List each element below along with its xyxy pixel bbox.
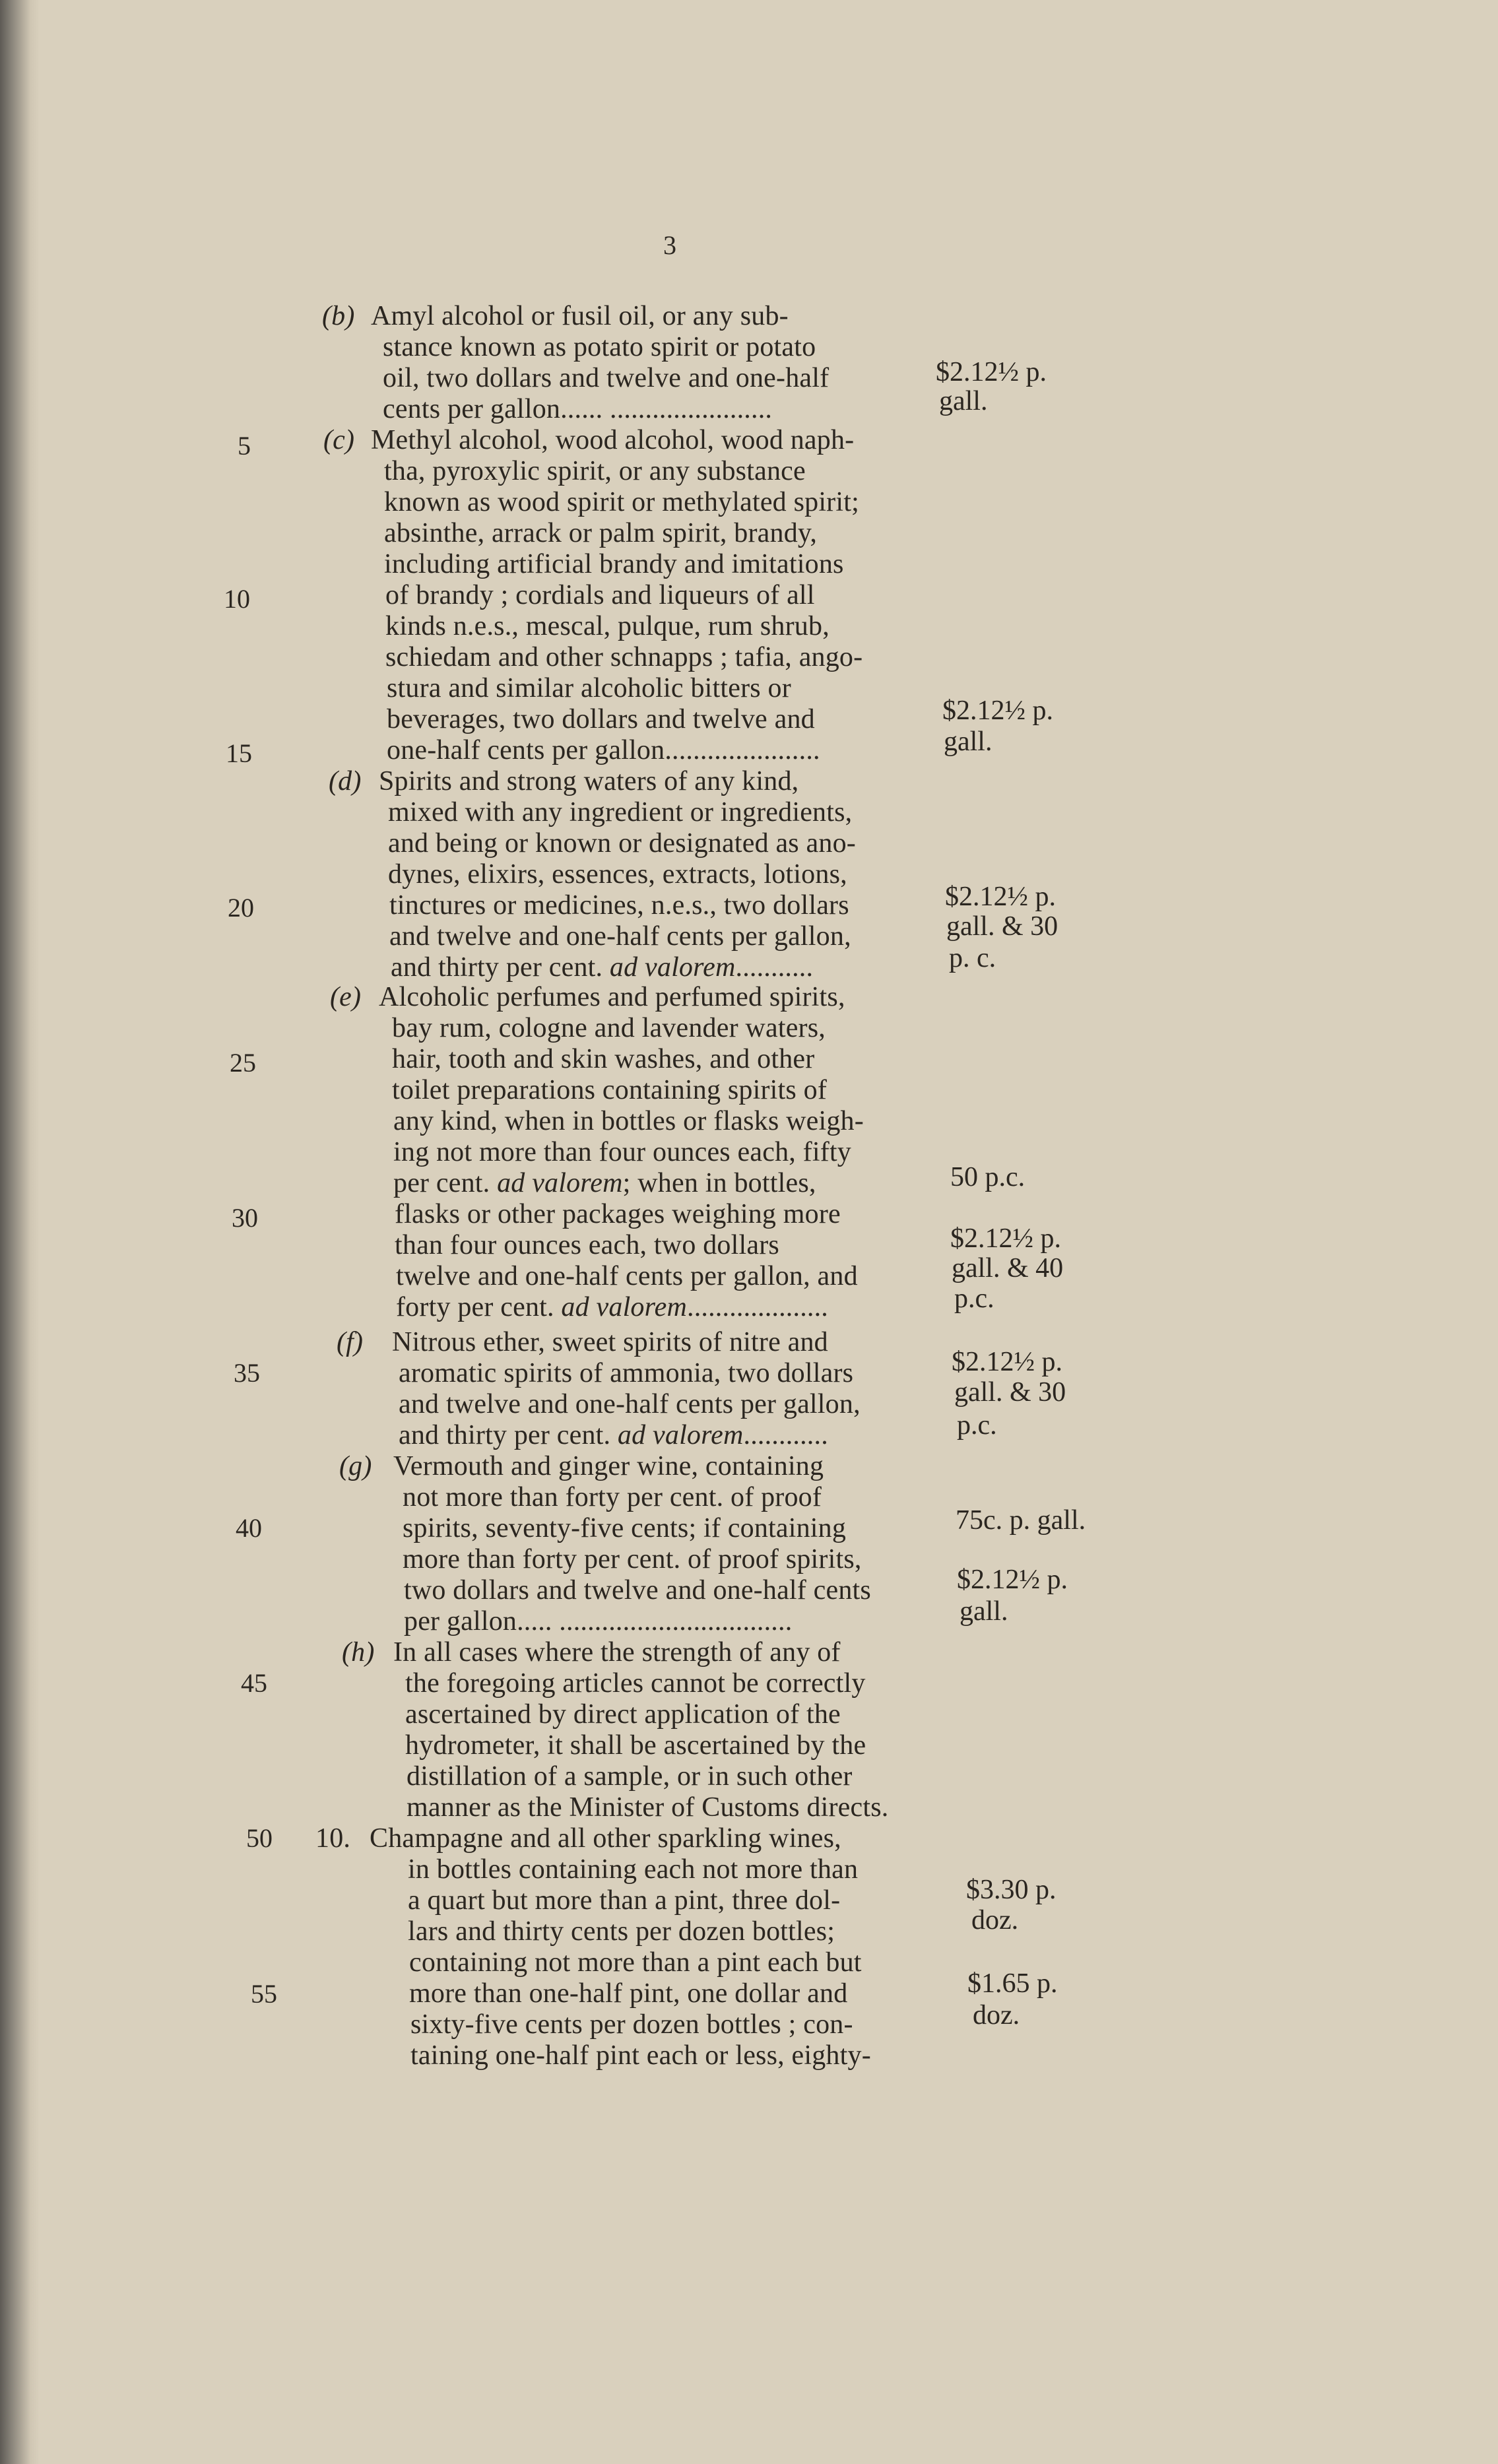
text-line: and twelve and one-half cents per gallon, [399, 1389, 861, 1419]
item-label: (b) [322, 301, 355, 331]
duty-rate: 75c. p. gall. [956, 1505, 1086, 1536]
duty-rate: 50 p.c. [950, 1162, 1026, 1192]
item-label: (c) [323, 425, 355, 455]
duty-rate: $2.12½ p. [952, 1347, 1062, 1377]
line-number: 5 [238, 431, 251, 461]
item-label: (h) [342, 1637, 375, 1668]
line-number: 55 [251, 1979, 277, 2009]
page-binding-edge [0, 0, 40, 2464]
text-line: taining one-half pint each or less, eighty- [410, 2040, 871, 2071]
text-line: mixed with any ingredient or ingredients, [388, 797, 853, 827]
line-number: 20 [228, 893, 254, 923]
text-line: known as wood spirit or methylated spirit; [384, 487, 859, 517]
page-number: 3 [663, 230, 676, 260]
duty-rate: gall. & 40 [952, 1253, 1064, 1283]
line-number: 50 [246, 1823, 273, 1853]
duty-rate: gall. [960, 1596, 1008, 1627]
text-line: ing not more than four ounces each, fifty [393, 1137, 851, 1167]
text-line: including artificial brandy and imitations [384, 549, 844, 579]
duty-rate: $2.12½ p. [950, 1223, 1061, 1254]
text-line: Champagne and all other sparkling wines, [370, 1823, 841, 1854]
text-line: Methyl alcohol, wood alcohol, wood naph- [371, 425, 855, 455]
text-line: bay rum, cologne and lavender waters, [392, 1013, 826, 1043]
duty-rate: $3.30 p. [966, 1875, 1057, 1905]
text-line: twelve and one-half cents per gallon, and [396, 1261, 858, 1291]
text-line: Spirits and strong waters of any kind, [379, 766, 799, 796]
text-line: manner as the Minister of Customs directs. [407, 1792, 889, 1823]
text-line: containing not more than a pint each but [409, 1947, 862, 1978]
text-line: toilet preparations containing spirits of [392, 1075, 828, 1105]
text-line: hair, tooth and skin washes, and other [392, 1044, 815, 1074]
text-line: hydrometer, it shall be ascertained by the [405, 1730, 866, 1761]
duty-rate: doz. [973, 2000, 1020, 2030]
text-line: stura and similar alcoholic bitters or [387, 673, 791, 703]
duty-rate: p.c. [957, 1410, 997, 1441]
duty-rate: $2.12½ p. [942, 696, 1053, 726]
text-line: aromatic spirits of ammonia, two dollars [399, 1358, 854, 1388]
duty-rate: $2.12½ p. [936, 357, 1047, 387]
text-line: per gallon..... ................................. [404, 1606, 793, 1637]
text-line: In all cases where the strength of any of [393, 1637, 841, 1668]
text-line: dynes, elixirs, essences, extracts, lotions, [388, 859, 847, 890]
duty-rate: $2.12½ p. [945, 882, 1056, 912]
line-number: 25 [230, 1048, 256, 1078]
item-label: (e) [330, 982, 362, 1012]
duty-rate: doz. [971, 1905, 1019, 1935]
text-line: forty per cent. ad valorem.................... [396, 1292, 828, 1322]
text-line: oil, two dollars and twelve and one-half [383, 363, 830, 393]
duty-rate: $2.12½ p. [957, 1565, 1068, 1595]
text-line: spirits, seventy-five cents; if containing [403, 1513, 847, 1543]
line-number: 35 [234, 1358, 260, 1388]
text-line: in bottles containing each not more than [408, 1854, 859, 1885]
duty-rate: gall. [944, 727, 993, 757]
text-line: and being or known or designated as ano- [388, 828, 856, 859]
text-line: the foregoing articles cannot be correctly [405, 1668, 866, 1699]
text-line: and twelve and one-half cents per gallon, [389, 921, 851, 952]
text-line: than four ounces each, two dollars [395, 1230, 779, 1260]
text-line: absinthe, arrack or palm spirit, brandy, [384, 518, 818, 548]
duty-rate: gall. [939, 386, 988, 416]
text-line: more than forty per cent. of proof spirits, [403, 1544, 862, 1574]
text-line: sixty-five cents per dozen bottles ; con- [410, 2009, 853, 2040]
text-line: and thirty per cent. ad valorem............ [399, 1420, 828, 1450]
text-line: lars and thirty cents per dozen bottles; [408, 1916, 835, 1947]
text-line: Amyl alcohol or fusil oil, or any sub- [371, 301, 789, 331]
text-line: tha, pyroxylic spirit, or any substance [384, 456, 806, 486]
line-number: 30 [232, 1203, 258, 1233]
line-number: 10 [224, 584, 250, 614]
text-line: Vermouth and ginger wine, containing [393, 1451, 824, 1481]
text-line: per cent. ad valorem; when in bottles, [393, 1168, 816, 1198]
text-line: one-half cents per gallon...................... [387, 735, 820, 765]
duty-rate: $1.65 p. [967, 1968, 1058, 1999]
text-line: stance known as potato spirit or potato [383, 332, 816, 362]
text-line: Alcoholic perfumes and perfumed spirits, [379, 982, 845, 1012]
duty-rate: p. c. [949, 943, 996, 973]
line-number: 40 [236, 1513, 262, 1543]
text-line: kinds n.e.s., mescal, pulque, rum shrub, [385, 611, 830, 641]
item-label: (d) [329, 766, 362, 796]
text-line: schiedam and other schnapps ; tafia, ango- [385, 642, 863, 672]
text-line: Nitrous ether, sweet spirits of nitre and [392, 1327, 828, 1357]
text-line: more than one-half pint, one dollar and [409, 1978, 848, 2009]
text-line: and thirty per cent. ad valorem........... [391, 952, 814, 983]
text-line: ascertained by direct application of the [405, 1699, 841, 1730]
text-line: flasks or other packages weighing more [395, 1199, 841, 1229]
duty-rate: gall. & 30 [946, 911, 1058, 942]
item-label: (g) [339, 1451, 372, 1481]
line-number: 15 [226, 738, 252, 768]
text-line: a quart but more than a pint, three dol- [408, 1885, 841, 1916]
text-line: cents per gallon...... ....................... [383, 394, 773, 424]
item-label: (f) [337, 1327, 364, 1357]
text-line: two dollars and twelve and one-half cents [404, 1575, 871, 1605]
text-line: any kind, when in bottles or flasks weigh- [393, 1106, 864, 1136]
text-line: beverages, two dollars and twelve and [387, 704, 815, 734]
text-line: not more than forty per cent. of proof [403, 1482, 822, 1512]
item-label: 10. [315, 1823, 351, 1854]
text-line: of brandy ; cordials and liqueurs of all [385, 580, 815, 610]
line-number: 45 [241, 1668, 267, 1698]
duty-rate: p.c. [954, 1283, 994, 1314]
text-line: distillation of a sample, or in such other [407, 1761, 853, 1792]
text-line: tinctures or medicines, n.e.s., two dollars [389, 890, 849, 921]
duty-rate: gall. & 30 [954, 1377, 1066, 1408]
